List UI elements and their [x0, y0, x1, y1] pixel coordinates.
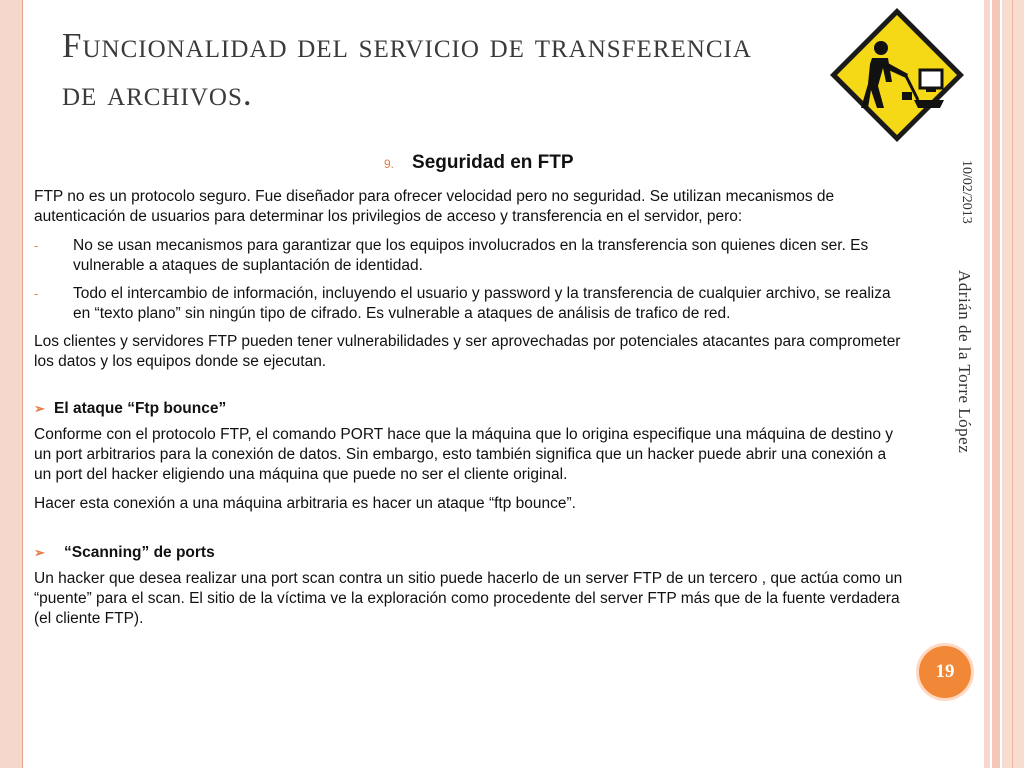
scanning-heading-text: “Scanning” de ports: [64, 544, 215, 561]
scanning-paragraph: Un hacker que desea realizar una port scan contra un sitio puede hacerlo de un server FTP de un tercero , que actúa como un “puente” para el scan. El sitio de la víctima ve la exploración como procedente del server FTP más que de la fuente verdadera (el cliente FTP).: [34, 570, 903, 627]
list-item: [34, 236, 904, 276]
section-title: Seguridad en FTP: [412, 152, 574, 173]
right-decorative-stripes: [984, 0, 1024, 768]
bounce-heading-text: El ataque “Ftp bounce”: [54, 400, 227, 417]
construction-worker-sign-icon: [826, 4, 968, 146]
dash-bullet-icon: -: [34, 238, 39, 253]
arrow-bullet-icon: ➢: [34, 545, 45, 560]
bounce-paragraph-2: Hacer esta conexión a una máquina arbitraria es hacer un ataque “ftp bounce”.: [34, 495, 576, 512]
bounce-heading: [34, 399, 904, 419]
list-item-text: No se usan mecanismos para garantizar que los equipos involucrados en la transferencia son quienes dicen ser. Es vulnerable a ataques de suplantación de identidad.: [73, 237, 869, 274]
slide-content: [34, 150, 904, 638]
page-number-badge: 19: [916, 643, 974, 701]
section-number: 9.: [384, 157, 395, 171]
clients-paragraph: Los clientes y servidores FTP pueden tener vulnerabilidades y ser aprovechadas por potenciales atacantes para comprometer los datos y los equipos donde se ejecutan.: [34, 333, 901, 370]
bounce-paragraph-1: Conforme con el protocolo FTP, el comando PORT hace que la máquina que lo origina especifique una máquina de destino y un port arbitrarios para la conexión de datos. Sin embargo, esto también significa que un hacker puede abrir una conexión a un port del hacker eligiendo una máquina que puede no ser el cliente original.: [34, 426, 894, 483]
slide-author: Adrián de la Torre López: [955, 270, 974, 454]
list-item-text: Todo el intercambio de información, incluyendo el usuario y password y la transferencia de cualquier archivo, se realiza en “texto plano” sin ningún tipo de cifrado. Es vulnerable a ataques de análisis de trafico de red.: [73, 285, 891, 322]
list-item: [34, 284, 904, 324]
left-border-line: [22, 0, 23, 768]
dash-bullet-icon: -: [34, 286, 39, 301]
intro-paragraph: FTP no es un protocolo seguro. Fue diseñador para ofrecer velocidad pero no seguridad. Se utilizan mecanismos de autenticación de usuarios para determinar los privilegios de acceso y transferencia en el servidor, pero:: [34, 188, 835, 225]
section-heading: [384, 150, 904, 177]
slide-date: 10/02/2013: [959, 160, 974, 224]
slide-title: Funcionalidad del servicio de transferencia de archivos.: [62, 26, 752, 113]
arrow-bullet-icon: ➢: [34, 401, 45, 416]
left-border: [0, 0, 22, 768]
scanning-heading: [34, 543, 904, 563]
